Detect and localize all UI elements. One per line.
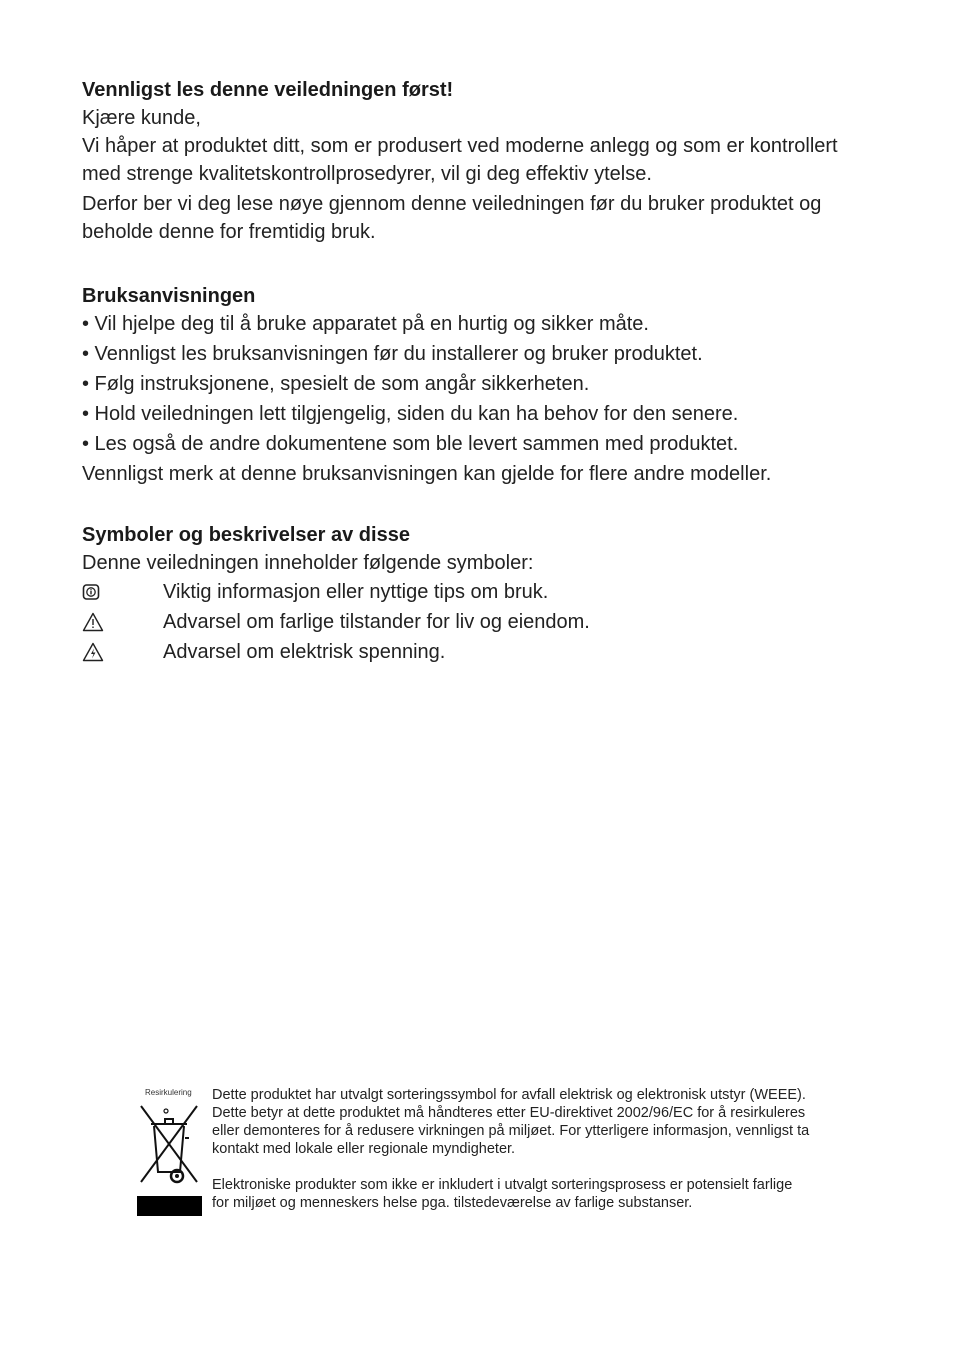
intro-paragraph-1: Vi håper at produktet ditt, som er produsert ved moderne anlegg og som er kontrollert med strenge kvalitetskontrollprosedyrer, vil gi deg effektiv ytelse. bbox=[82, 135, 838, 185]
bullet-item: • Les også de andre dokumentene som ble levert sammen med produktet. bbox=[82, 433, 739, 455]
symbol-row-warning bbox=[82, 607, 882, 637]
crossed-out-bin-icon bbox=[137, 1104, 202, 1191]
symbol-warning-text: Advarsel om farlige tilstander for liv og eiendom. bbox=[163, 611, 590, 633]
symbols-heading: Symboler og beskrivelser av disse bbox=[82, 524, 410, 546]
instructions-section bbox=[82, 282, 882, 488]
bullet-item: • Vennligst les bruksanvisningen før du installerer og bruker produktet. bbox=[82, 343, 703, 365]
intro-paragraph-2: Derfor ber vi deg lese nøye gjennom denne veiledningen før du bruker produktet og beholde denne for fremtidig bruk. bbox=[82, 193, 822, 243]
bullet-item: • Hold veiledningen lett tilgjengelig, siden du kan ha behov for den senere. bbox=[82, 403, 739, 425]
symbol-info-text: Viktig informasjon eller nyttige tips om bruk. bbox=[163, 581, 549, 603]
weee-paragraph-1b: Dette betyr at dette produktet må håndteres etter EU-direktivet 2002/96/EC for å resirkuleres eller demonteres for å redusere virkningen på miljøet. For ytterligere informasjon, vennligst ta kontakt med lokale eller regionale myndigheter. bbox=[212, 1105, 810, 1157]
warning-icon bbox=[82, 612, 163, 632]
bullet-item: • Følg instruksjonene, spesielt de som angår sikkerheten. bbox=[82, 373, 590, 395]
symbol-electric-text: Advarsel om elektrisk spenning. bbox=[163, 641, 446, 663]
symbols-intro: Denne veiledningen inneholder følgende symboler: bbox=[82, 552, 534, 574]
weee-black-bar bbox=[137, 1196, 202, 1216]
main-content bbox=[82, 76, 882, 667]
symbol-row-electric bbox=[82, 637, 882, 667]
weee-paragraph-1a: Dette produktet har utvalgt sorteringssymbol for avfall elektrisk og elektronisk utstyr (WEEE). bbox=[212, 1087, 806, 1103]
bullet-item: • Vil hjelpe deg til å bruke apparatet på en hurtig og sikker måte. bbox=[82, 313, 649, 335]
instructions-heading: Bruksanvisningen bbox=[82, 285, 256, 307]
weee-paragraph-2: Elektroniske produkter som ikke er inkludert i utvalgt sorteringsprosess er potensielt farlige for miljøet og menneskers helse pga. tilstedeværelse av farlige substanser. bbox=[212, 1177, 793, 1211]
electric-warning-icon bbox=[82, 642, 163, 662]
symbols-section bbox=[82, 521, 882, 667]
info-icon bbox=[82, 583, 163, 601]
intro-heading: Vennligst les denne veiledningen først! bbox=[82, 79, 454, 101]
symbol-row-info bbox=[82, 577, 882, 607]
weee-text-block bbox=[212, 1086, 812, 1212]
recycling-caption: Resirkulering bbox=[145, 1088, 192, 1097]
models-note: Vennligst merk at denne bruksanvisningen kan gjelde for flere andre modeller. bbox=[82, 463, 772, 485]
greeting: Kjære kunde, bbox=[82, 107, 201, 129]
